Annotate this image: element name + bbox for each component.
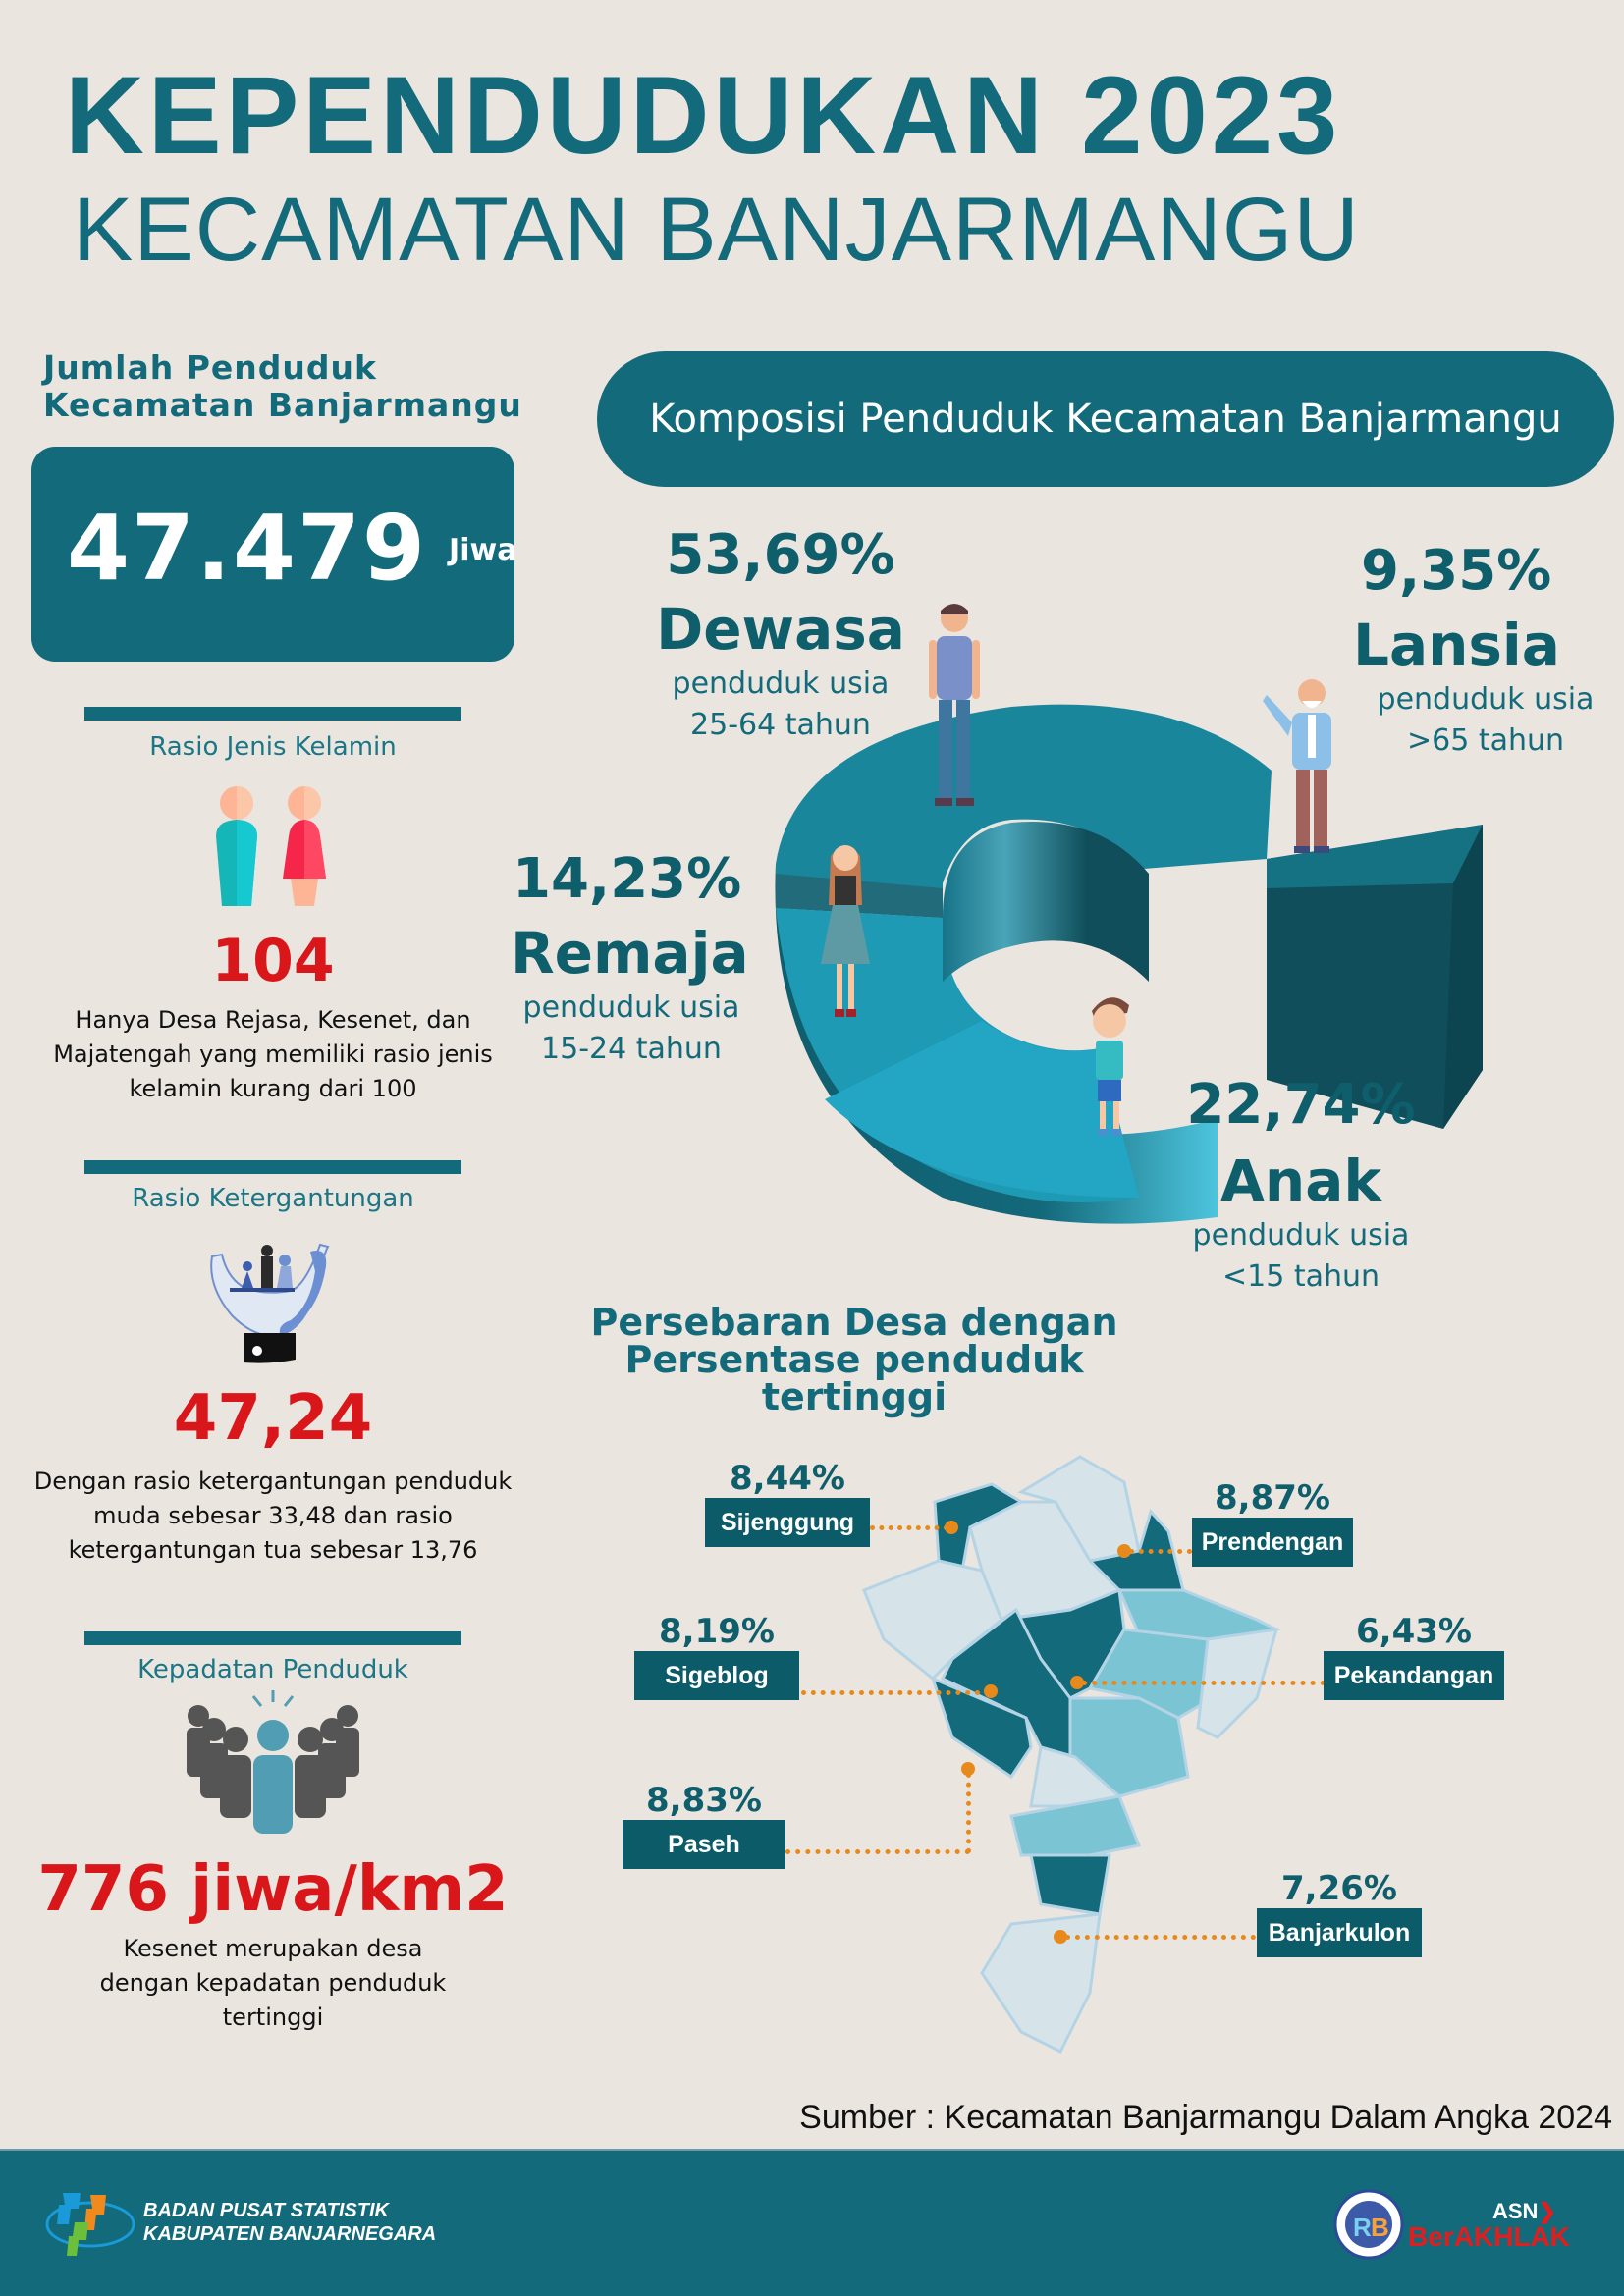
asn-text: ASN [1492,2199,1539,2223]
bps-org-name [143,2199,436,2246]
bps-logo-icon [43,2185,137,2260]
remaja-pct: 14,23% [513,847,742,911]
population-heading [43,349,522,424]
dewasa-desc2: 25-64 tahun [690,708,871,742]
remaja-desc2: 15-24 tahun [541,1032,722,1066]
page-subtitle: KECAMATAN BANJARMANGU [73,180,1360,280]
village-name: Sijenggung [705,1498,870,1547]
svg-text:B: B [1371,2213,1389,2242]
dependency-ratio-value: 47,24 [173,1382,373,1455]
population-heading-line1: Jumlah Penduduk [43,348,377,387]
child-figure-icon [1080,991,1139,1139]
village-pekandangan [1324,1612,1504,1700]
svg-text:R: R [1353,2213,1372,2242]
village-prendengan [1192,1478,1353,1567]
lansia-desc1: penduduk usia [1377,682,1595,717]
village-name: Prendengan [1192,1518,1353,1567]
village-name: Pekandangan [1324,1651,1504,1700]
connector-banjarkulon [1065,1935,1256,1940]
map-title-line2: Persentase penduduk [624,1338,1084,1381]
anak-desc1: penduduk usia [1192,1218,1410,1253]
village-sijenggung [705,1459,870,1547]
composition-title: Komposisi Penduduk Kecamatan Banjarmangu [597,351,1614,487]
divider [84,1631,461,1645]
dewasa-desc1: penduduk usia [672,667,890,701]
village-paseh [623,1781,785,1869]
divider [84,707,461,721]
adult-figure-icon [915,597,994,808]
map-title-line1: Persebaran Desa dengan [590,1301,1118,1344]
density-value: 776 jiwa/km2 [37,1853,509,1926]
village-pct: 6,43% [1356,1612,1472,1651]
lansia-desc2: >65 tahun [1406,723,1565,758]
page-title: KEPENDUDUKAN 2023 [65,54,1342,177]
connector-paseh-h [785,1849,970,1854]
connector-sigeblog [801,1690,990,1695]
sex-ratio-value: 104 [211,927,335,995]
village-name: Paseh [623,1820,785,1869]
anak-pct: 22,74% [1186,1073,1416,1137]
map-title [579,1301,1129,1418]
bps-line1: BADAN PUSAT STATISTIK [143,2200,389,2221]
crowd-icon [185,1688,361,1836]
divider [84,1160,461,1174]
teen-figure-icon [811,836,880,1019]
village-pct: 8,19% [659,1612,775,1651]
hand-holding-family-icon [202,1227,340,1374]
population-card [31,447,517,662]
village-name: Banjarkulon [1257,1908,1422,1957]
density-description: Kesenet merupakan desa dengan kepadatan penduduk tertinggi [99,1935,447,2031]
village-pct: 8,83% [646,1781,762,1820]
berakhlak-label: BerAKHLAK [1408,2221,1570,2252]
connector-pekandangan [1082,1681,1326,1685]
chevron-right-icon: ❯ [1538,2199,1556,2223]
density-label: Kepadatan Penduduk [137,1655,408,1684]
village-banjarkulon [1257,1869,1422,1957]
pin-sigeblog [984,1684,998,1698]
population-heading-line2: Kecamatan Banjarmangu [43,386,522,424]
elderly-figure-icon [1257,675,1351,854]
connector-paseh-v [966,1773,971,1853]
village-name: Sigeblog [634,1651,799,1700]
bps-line2: KABUPATEN BANJARNEGARA [143,2223,437,2245]
map-title-line3: tertinggi [761,1375,947,1418]
village-pct: 8,44% [730,1459,845,1498]
connector-prendengan [1129,1549,1192,1554]
group-anak [1168,1074,1434,1298]
sex-ratio-description: Hanya Desa Rejasa, Kesenet, dan Majatengah yang memiliki rasio jenis kelamin kurang dari 100 [53,1006,493,1102]
group-lansia [1353,540,1618,762]
village-sigeblog [634,1612,799,1700]
lansia-pct: 9,35% [1361,539,1552,603]
population-value: 47.479 [67,496,428,601]
dependency-ratio-description: Dengan rasio ketergantungan penduduk muda sebesar 33,48 dan rasio ketergantungan tua sebesar 13,76 [33,1468,513,1564]
source-note: Sumber : Kecamatan Banjarmangu Dalam Angka 2024 [799,2099,1612,2136]
village-pct: 8,87% [1215,1478,1330,1518]
connector-sijenggung [870,1525,948,1530]
lansia-name: Lansia [1353,612,1560,678]
dewasa-pct: 53,69% [666,523,895,587]
anak-name: Anak [1220,1148,1381,1214]
male-female-icon [204,785,342,909]
sex-ratio-label: Rasio Jenis Kelamin [149,732,397,762]
rb-logo-icon [1333,2189,1404,2260]
dewasa-name: Dewasa [656,596,905,663]
population-unit: Jiwa [449,533,517,567]
anak-desc2: <15 tahun [1221,1259,1380,1294]
dependency-ratio-label: Rasio Ketergantungan [132,1184,414,1213]
group-dewasa [648,524,913,746]
pin-sijenggung [945,1521,958,1534]
group-remaja [499,848,764,1070]
village-pct: 7,26% [1281,1869,1397,1908]
remaja-desc1: penduduk usia [522,990,740,1025]
remaja-name: Remaja [511,920,749,987]
